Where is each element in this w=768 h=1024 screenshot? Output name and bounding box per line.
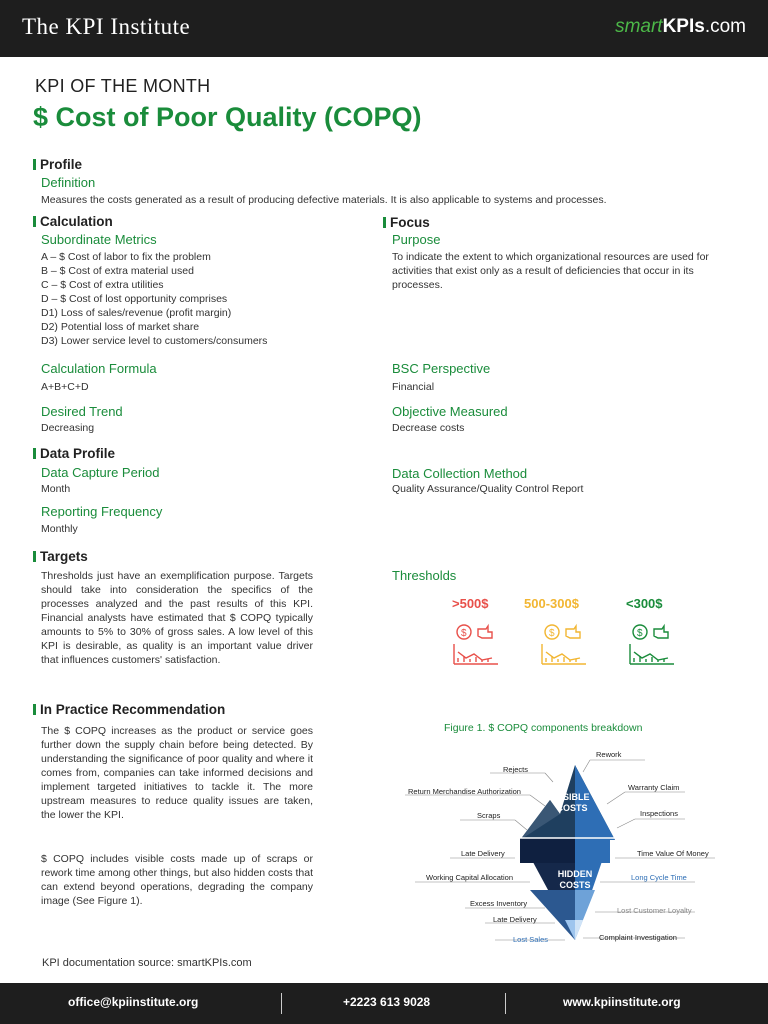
calculation-heading: Calculation (33, 214, 113, 229)
threshold-green-label: <300$ (626, 596, 663, 611)
visible-costs-label: VISIBLE COSTS (554, 792, 590, 813)
data-collection-label: Data Collection Method (392, 466, 528, 481)
label-lost-sales: Lost Sales (513, 935, 549, 944)
label-scraps: Scraps (477, 811, 501, 820)
metric-item: A – $ Cost of labor to fix the problem (41, 251, 211, 263)
svg-text:$: $ (637, 628, 643, 639)
targets-text: Thresholds just have an exemplification purpose. Targets should take into consideration the specifics of the processes analyzed and the past results of this KPI. Financial analysts have estimated that $ COPQ typically amounts to 5% to 30% of gross sales. A low level of this KPI is desirable, as quality is an important value driver that influences customers' satisfaction. (41, 570, 313, 666)
figure-title: Figure 1. $ COPQ components breakdown (444, 722, 643, 734)
formula-value: A+B+C+D (41, 381, 89, 393)
label-late-delivery-1: Late Delivery (461, 849, 505, 858)
objective-measured-label: Objective Measured (392, 404, 508, 419)
footer-bar (0, 983, 768, 1024)
label-warranty-claim: Warranty Claim (628, 783, 680, 792)
targets-heading: Targets (33, 549, 88, 564)
svg-text:$: $ (549, 628, 555, 639)
footer-divider (281, 993, 282, 1014)
iceberg-diagram (395, 740, 735, 950)
desired-trend-value: Decreasing (41, 422, 95, 434)
reporting-frequency-value: Monthly (41, 523, 78, 535)
threshold-yellow-label: 500-300$ (524, 596, 579, 611)
label-late-delivery-2: Late Delivery (493, 915, 537, 924)
definition-text: Measures the costs generated as a result of producing defective materials. It is also applicable to systems and processes. (41, 194, 607, 206)
data-collection-value: Quality Assurance/Quality Control Report (392, 483, 584, 495)
threshold-yellow-icon (540, 622, 588, 666)
label-rework: Rework (596, 750, 622, 759)
reporting-frequency-label: Reporting Frequency (41, 504, 163, 519)
label-complaint-investigation: Complaint Investigation (599, 933, 677, 942)
metric-item: D1) Loss of sales/revenue (profit margin) (41, 307, 232, 319)
data-capture-value: Month (41, 483, 71, 495)
hidden-costs-label: HIDDEN COSTS (557, 869, 593, 890)
footer-divider (505, 993, 506, 1014)
subordinate-metrics-list (41, 250, 361, 348)
label-rma: Return Merchandise Authorization (408, 787, 521, 796)
data-profile-heading: Data Profile (33, 446, 115, 461)
label-inspections: Inspections (640, 809, 678, 818)
footer-email-link[interactable]: office@kpiinstitute.org (68, 995, 199, 1009)
footer-phone[interactable]: +2223 613 9028 (343, 995, 431, 1009)
metric-item: C – $ Cost of extra utilities (41, 279, 164, 291)
label-rejects: Rejects (503, 765, 529, 774)
smartkpis-logo: smartKPIs.com (615, 16, 746, 37)
label-lost-customer-loyalty: Lost Customer Loyalty (617, 906, 692, 915)
label-working-capital: Working Capital Allocation (426, 873, 513, 882)
metric-item: D3) Lower service level to customers/consumers (41, 335, 268, 347)
recommendation-heading: In Practice Recommendation (33, 702, 225, 717)
bsc-perspective-label: BSC Perspective (392, 361, 491, 376)
subordinate-metrics-label: Subordinate Metrics (41, 232, 157, 247)
metric-item: B – $ Cost of extra material used (41, 265, 194, 277)
label-excess-inventory: Excess Inventory (470, 899, 528, 908)
header-bar (0, 0, 768, 57)
label-long-cycle-time: Long Cycle Time (631, 873, 687, 882)
data-capture-label: Data Capture Period (41, 465, 160, 480)
kpi-of-month-label: KPI OF THE MONTH (35, 76, 211, 96)
institute-logo: The KPI Institute (22, 14, 191, 39)
page-title: $ Cost of Poor Quality (COPQ) (33, 102, 422, 132)
svg-text:$: $ (461, 628, 467, 639)
footer-website-link[interactable]: www.kpiinstitute.org (563, 995, 681, 1009)
threshold-green-icon (628, 622, 676, 666)
threshold-red-label: >500$ (452, 596, 489, 611)
formula-label: Calculation Formula (41, 361, 157, 376)
bsc-perspective-value: Financial (392, 381, 435, 393)
profile-heading: Profile (33, 157, 82, 172)
thresholds-label: Thresholds (392, 568, 457, 583)
purpose-label: Purpose (392, 232, 441, 247)
documentation-source: KPI documentation source: smartKPIs.com (42, 957, 252, 969)
threshold-red-icon (452, 622, 500, 666)
metric-item: D – $ Cost of lost opportunity comprises (41, 293, 228, 305)
purpose-text: To indicate the extent to which organizational resources are used for activities that exist only as a result of deficiencies that occur in its processes. (392, 251, 709, 291)
objective-measured-value: Decrease costs (392, 422, 465, 434)
label-time-value-money: Time Value Of Money (637, 849, 709, 858)
desired-trend-label: Desired Trend (41, 404, 123, 419)
definition-label: Definition (41, 175, 96, 190)
recommendation-para-1: The $ COPQ increases as the product or service goes further down the supply chain before being detected. By understanding the significance of poor quality and where it comes from, companies can take informed decisions and implement targeted initiatives to tackle it. The more upstream measures to reduce quality issues are taken, the lower the KPI. (41, 725, 313, 821)
recommendation-para-2: $ COPQ includes visible costs made up of scraps or rework time among other things, but also hidden costs that can extend beyond operations, degrading the company image (See Figure 1). (41, 853, 313, 907)
focus-heading: Focus (383, 215, 430, 230)
metric-item: D2) Potential loss of market share (41, 321, 200, 333)
